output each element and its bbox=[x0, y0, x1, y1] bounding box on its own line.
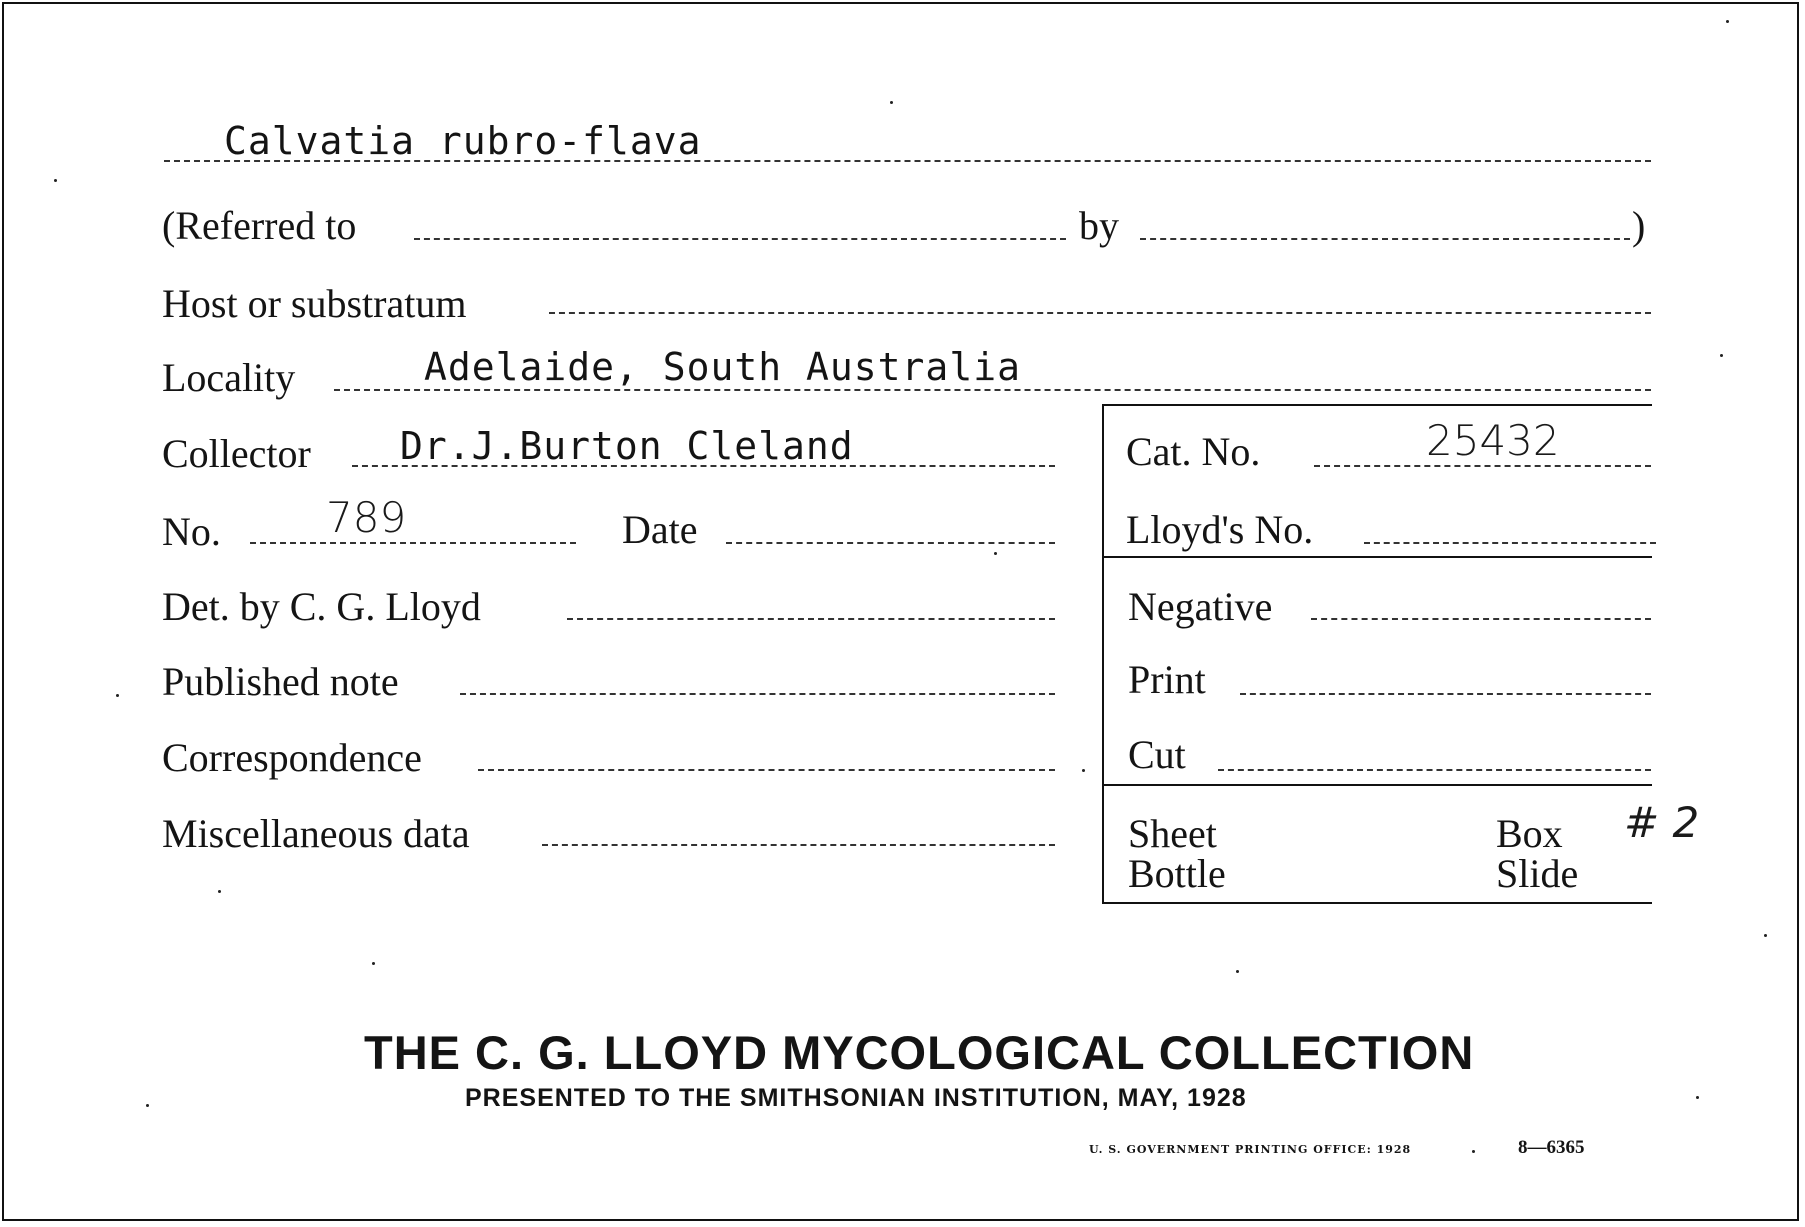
close-paren: ) bbox=[1632, 203, 1646, 248]
speck bbox=[1726, 20, 1729, 23]
misc-data-line bbox=[542, 844, 1055, 846]
speck bbox=[1236, 970, 1239, 973]
cat-no-value: 25432 bbox=[1426, 416, 1560, 465]
speck bbox=[54, 179, 57, 182]
speck bbox=[1472, 1150, 1475, 1153]
by-line bbox=[1140, 238, 1630, 240]
speck bbox=[1764, 934, 1767, 937]
printer-imprint: U. S. GOVERNMENT PRINTING OFFICE: 1928 bbox=[1089, 1143, 1412, 1156]
date-label: Date bbox=[622, 507, 698, 552]
speck bbox=[1082, 769, 1085, 772]
species-line bbox=[164, 160, 1651, 162]
speck bbox=[116, 694, 119, 697]
locality-value: Adelaide, South Australia bbox=[424, 345, 1021, 389]
sheet-label: Sheet bbox=[1128, 811, 1217, 856]
species-name: Calvatia rubro-flava bbox=[224, 119, 702, 163]
by-label: by bbox=[1079, 203, 1119, 248]
no-value: 789 bbox=[326, 493, 407, 542]
collection-subtitle: PRESENTED TO THE SMITHSONIAN INSTITUTION, MAY, 1928 bbox=[465, 1084, 1247, 1112]
collector-label: Collector bbox=[162, 431, 311, 476]
box-mid-rule-2 bbox=[1104, 784, 1652, 786]
speck bbox=[218, 890, 221, 893]
collection-title: THE C. G. LLOYD MYCOLOGICAL COLLECTION bbox=[364, 1026, 1475, 1079]
box-mid-rule-1 bbox=[1104, 556, 1652, 558]
bottle-label: Bottle bbox=[1128, 851, 1226, 896]
correspondence-line bbox=[478, 769, 1055, 771]
speck bbox=[1720, 354, 1723, 357]
speck bbox=[1696, 1096, 1699, 1099]
speck bbox=[146, 1104, 149, 1107]
locality-label: Locality bbox=[162, 355, 296, 400]
cat-no-line bbox=[1314, 465, 1651, 467]
speck bbox=[994, 552, 997, 555]
host-line bbox=[549, 312, 1651, 314]
slide-label: Slide bbox=[1496, 851, 1579, 896]
no-label: No. bbox=[162, 509, 221, 554]
form-number: 8—6365 bbox=[1518, 1137, 1585, 1158]
speck bbox=[372, 962, 375, 965]
det-by-line bbox=[567, 618, 1055, 620]
misc-data-label: Miscellaneous data bbox=[162, 811, 470, 856]
date-line bbox=[726, 542, 1055, 544]
box-label: Box bbox=[1496, 811, 1563, 856]
negative-line bbox=[1311, 618, 1651, 620]
cat-no-label: Cat. No. bbox=[1126, 429, 1261, 474]
referred-to-line bbox=[414, 238, 1066, 240]
box-left-rule bbox=[1102, 404, 1104, 904]
print-line bbox=[1240, 693, 1651, 695]
referred-to-label: (Referred to bbox=[162, 203, 357, 248]
locality-line bbox=[334, 389, 1651, 391]
cut-line bbox=[1218, 769, 1651, 771]
print-label: Print bbox=[1128, 657, 1206, 702]
lloyds-no-label: Lloyd's No. bbox=[1126, 507, 1314, 552]
correspondence-label: Correspondence bbox=[162, 735, 422, 780]
det-by-label: Det. by C. G. Lloyd bbox=[162, 584, 481, 629]
box-top-rule bbox=[1102, 404, 1652, 406]
negative-label: Negative bbox=[1128, 584, 1273, 629]
published-note-line bbox=[460, 693, 1055, 695]
host-label: Host or substratum bbox=[162, 281, 467, 326]
box-bottom-rule bbox=[1104, 902, 1652, 904]
no-line bbox=[250, 542, 576, 544]
lloyds-no-line bbox=[1364, 542, 1656, 544]
specimen-card bbox=[2, 2, 1799, 1221]
cut-label: Cut bbox=[1128, 732, 1186, 777]
published-note-label: Published note bbox=[162, 659, 399, 704]
speck bbox=[890, 101, 893, 104]
collector-value: Dr.J.Burton Cleland bbox=[400, 424, 854, 468]
box-number-value: # 2 bbox=[1624, 798, 1700, 847]
